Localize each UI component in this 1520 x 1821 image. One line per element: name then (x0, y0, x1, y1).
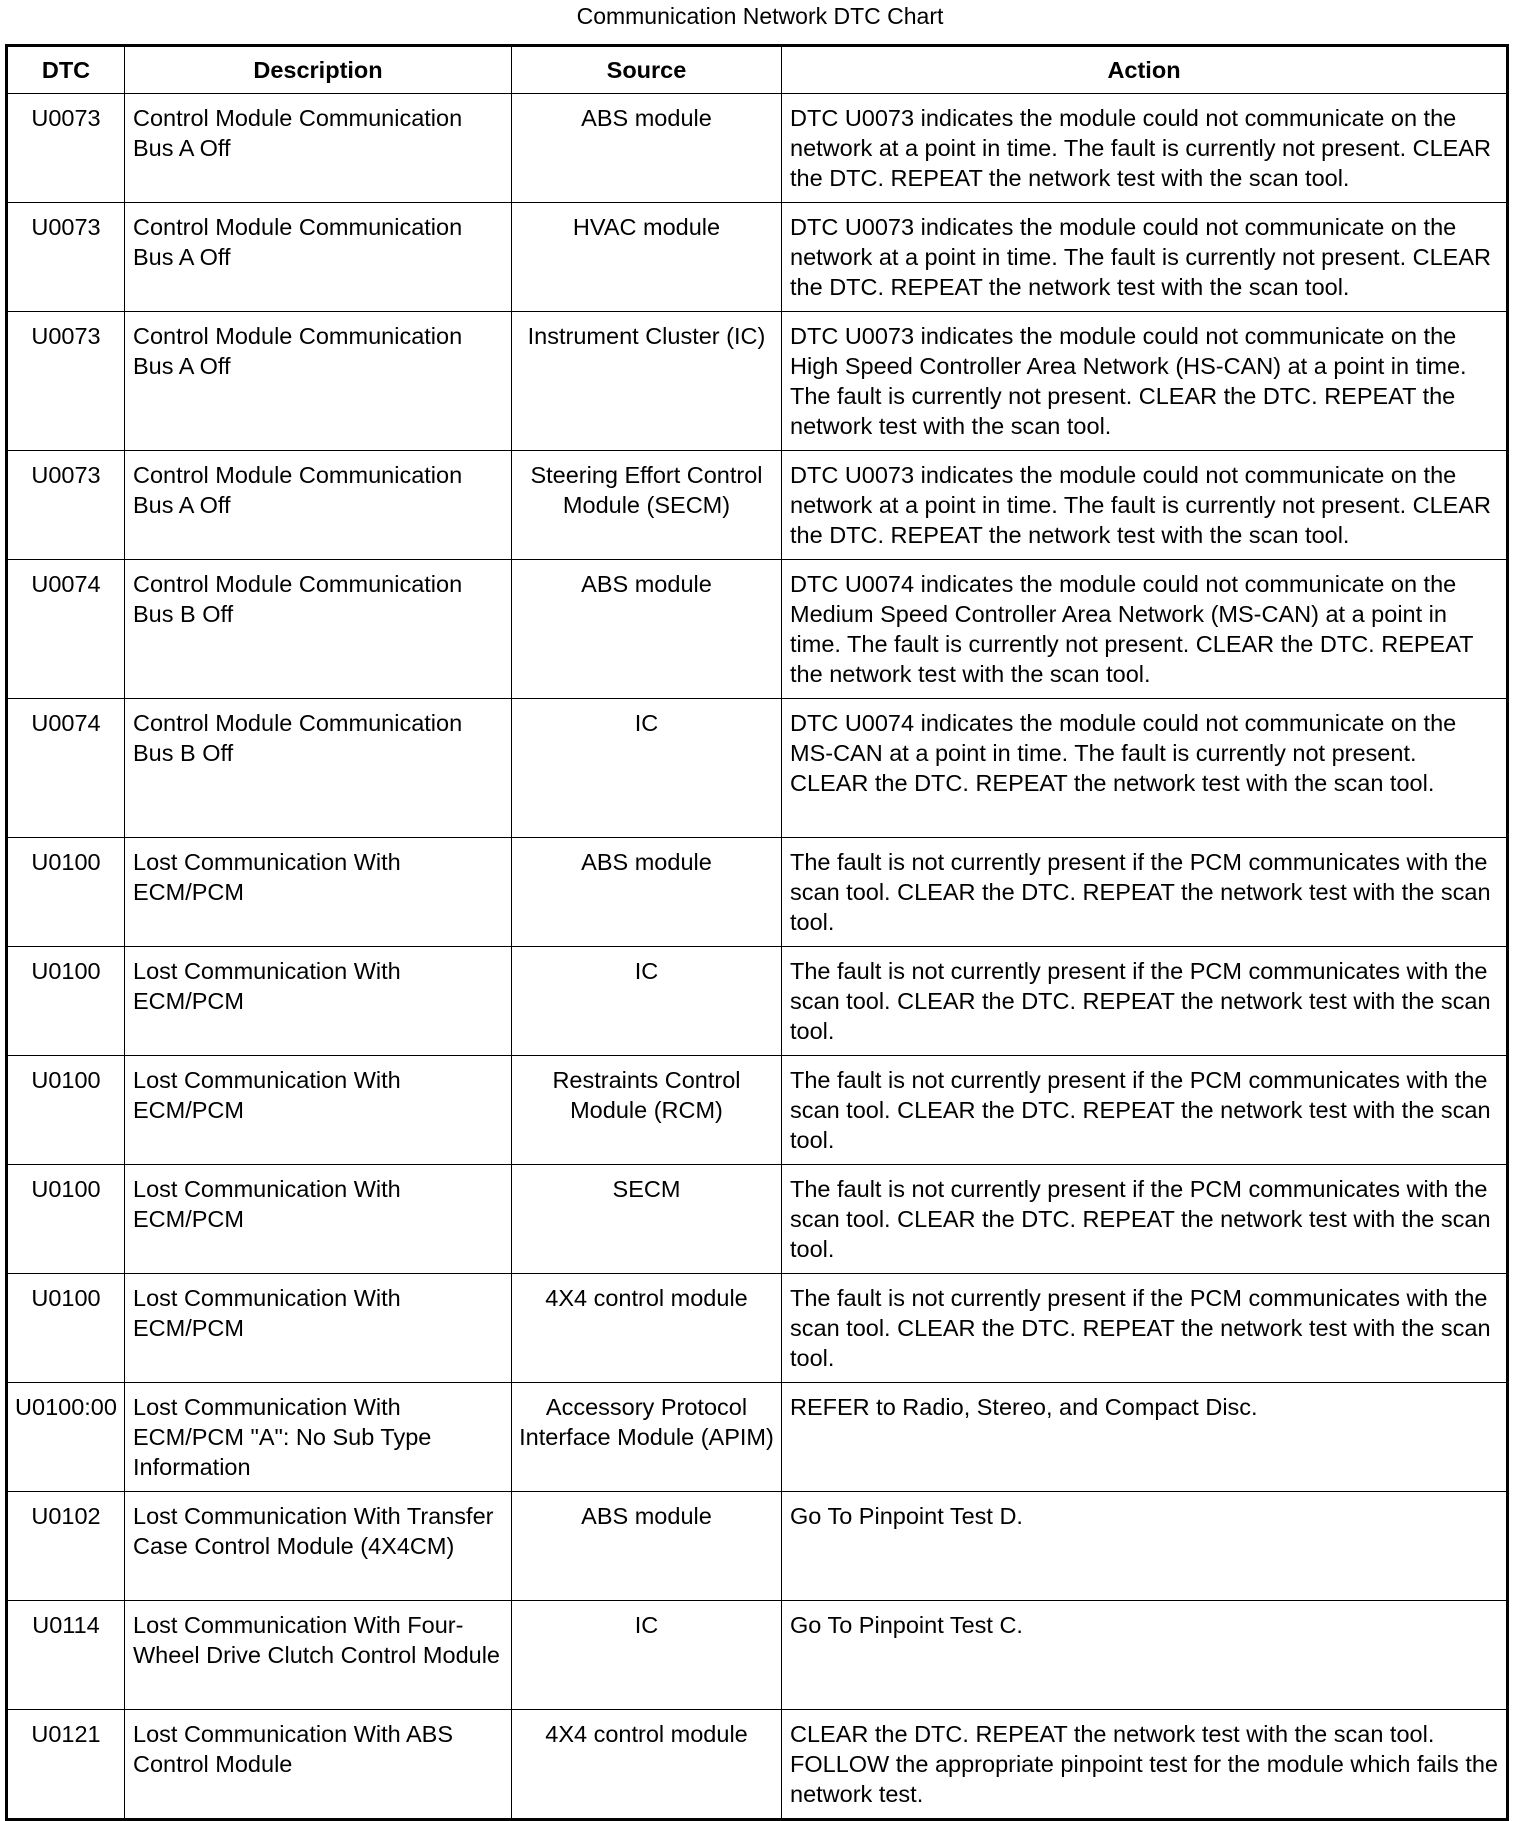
cell-source: 4X4 control module (512, 1710, 782, 1820)
table-header-row (7, 46, 1508, 94)
cell-description: Lost Communication With ECM/PCM "A": No Sub Type Information (125, 1383, 512, 1492)
cell-description: Lost Communication With ECM/PCM (125, 1056, 512, 1165)
header-dtc: DTC (7, 46, 125, 94)
cell-dtc: U0073 (7, 312, 125, 451)
cell-source: ABS module (512, 560, 782, 699)
cell-source: IC (512, 947, 782, 1056)
table-row (7, 560, 1508, 699)
cell-dtc: U0073 (7, 94, 125, 203)
cell-dtc: U0100 (7, 947, 125, 1056)
cell-description: Control Module Communication Bus A Off (125, 203, 512, 312)
cell-dtc: U0100 (7, 838, 125, 947)
cell-action: The fault is not currently present if the PCM communicates with the scan tool. CLEAR the DTC. REPEAT the network test with the scan tool. (782, 838, 1508, 947)
table-row (7, 203, 1508, 312)
cell-source: Accessory Protocol Interface Module (APIM) (512, 1383, 782, 1492)
cell-dtc: U0102 (7, 1492, 125, 1601)
cell-dtc: U0074 (7, 560, 125, 699)
cell-action: DTC U0073 indicates the module could not communicate on the network at a point in time. The fault is currently not present. CLEAR the DTC. REPEAT the network test with the scan tool. (782, 203, 1508, 312)
table-row (7, 94, 1508, 203)
cell-action: CLEAR the DTC. REPEAT the network test with the scan tool. FOLLOW the appropriate pinpoint test for the module which fails the network test. (782, 1710, 1508, 1820)
cell-action: Go To Pinpoint Test C. (782, 1601, 1508, 1710)
table-row (7, 451, 1508, 560)
cell-dtc: U0073 (7, 451, 125, 560)
cell-source: ABS module (512, 838, 782, 947)
cell-description: Lost Communication With ECM/PCM (125, 1274, 512, 1383)
cell-action: DTC U0073 indicates the module could not communicate on the network at a point in time. The fault is currently not present. CLEAR the DTC. REPEAT the network test with the scan tool. (782, 94, 1508, 203)
dtc-table (5, 44, 1509, 1821)
table-row (7, 1492, 1508, 1601)
cell-description: Lost Communication With ECM/PCM (125, 838, 512, 947)
cell-dtc: U0100 (7, 1056, 125, 1165)
cell-source: IC (512, 1601, 782, 1710)
cell-description: Control Module Communication Bus B Off (125, 699, 512, 838)
cell-description: Control Module Communication Bus A Off (125, 312, 512, 451)
table-row (7, 1710, 1508, 1820)
cell-source: IC (512, 699, 782, 838)
cell-description: Lost Communication With ABS Control Module (125, 1710, 512, 1820)
cell-description: Control Module Communication Bus A Off (125, 94, 512, 203)
table-row (7, 1274, 1508, 1383)
cell-source: Steering Effort Control Module (SECM) (512, 451, 782, 560)
table-row (7, 838, 1508, 947)
cell-action: DTC U0073 indicates the module could not communicate on the network at a point in time. The fault is currently not present. CLEAR the DTC. REPEAT the network test with the scan tool. (782, 451, 1508, 560)
cell-source: ABS module (512, 94, 782, 203)
cell-dtc: U0121 (7, 1710, 125, 1820)
header-action: Action (782, 46, 1508, 94)
cell-description: Lost Communication With Four-Wheel Drive Clutch Control Module (125, 1601, 512, 1710)
cell-dtc: U0074 (7, 699, 125, 838)
cell-dtc: U0114 (7, 1601, 125, 1710)
cell-source: 4X4 control module (512, 1274, 782, 1383)
table-row (7, 1383, 1508, 1492)
cell-source: ABS module (512, 1492, 782, 1601)
cell-action: The fault is not currently present if the PCM communicates with the scan tool. CLEAR the DTC. REPEAT the network test with the scan tool. (782, 947, 1508, 1056)
cell-source: Instrument Cluster (IC) (512, 312, 782, 451)
cell-description: Lost Communication With Transfer Case Control Module (4X4CM) (125, 1492, 512, 1601)
cell-dtc: U0100:00 (7, 1383, 125, 1492)
table-row (7, 1601, 1508, 1710)
table-row (7, 699, 1508, 838)
table-row (7, 312, 1508, 451)
cell-action: DTC U0073 indicates the module could not communicate on the High Speed Controller Area Network (HS-CAN) at a point in time. The fault is currently not present. CLEAR the DTC. REPEAT the network test with the scan tool. (782, 312, 1508, 451)
cell-action: REFER to Radio, Stereo, and Compact Disc. (782, 1383, 1508, 1492)
cell-source: SECM (512, 1165, 782, 1274)
cell-action: The fault is not currently present if the PCM communicates with the scan tool. CLEAR the DTC. REPEAT the network test with the scan tool. (782, 1056, 1508, 1165)
cell-dtc: U0073 (7, 203, 125, 312)
cell-source: HVAC module (512, 203, 782, 312)
table-row (7, 947, 1508, 1056)
cell-action: DTC U0074 indicates the module could not communicate on the Medium Speed Controller Area Network (MS-CAN) at a point in time. The fault is currently not present. CLEAR the DTC. REPEAT the network test with the scan tool. (782, 560, 1508, 699)
cell-description: Lost Communication With ECM/PCM (125, 947, 512, 1056)
cell-action: The fault is not currently present if the PCM communicates with the scan tool. CLEAR the DTC. REPEAT the network test with the scan tool. (782, 1274, 1508, 1383)
cell-action: The fault is not currently present if the PCM communicates with the scan tool. CLEAR the DTC. REPEAT the network test with the scan tool. (782, 1165, 1508, 1274)
page-title: Communication Network DTC Chart (576, 3, 944, 29)
header-source: Source (512, 46, 782, 94)
table-row (7, 1056, 1508, 1165)
cell-source: Restraints Control Module (RCM) (512, 1056, 782, 1165)
table-row (7, 1165, 1508, 1274)
header-description: Description (125, 46, 512, 94)
table-body (7, 94, 1508, 1820)
cell-description: Lost Communication With ECM/PCM (125, 1165, 512, 1274)
cell-description: Control Module Communication Bus B Off (125, 560, 512, 699)
cell-action: DTC U0074 indicates the module could not communicate on the MS-CAN at a point in time. The fault is currently not present. CLEAR the DTC. REPEAT the network test with the scan tool. (782, 699, 1508, 838)
cell-action: Go To Pinpoint Test D. (782, 1492, 1508, 1601)
cell-dtc: U0100 (7, 1274, 125, 1383)
cell-dtc: U0100 (7, 1165, 125, 1274)
cell-description: Control Module Communication Bus A Off (125, 451, 512, 560)
